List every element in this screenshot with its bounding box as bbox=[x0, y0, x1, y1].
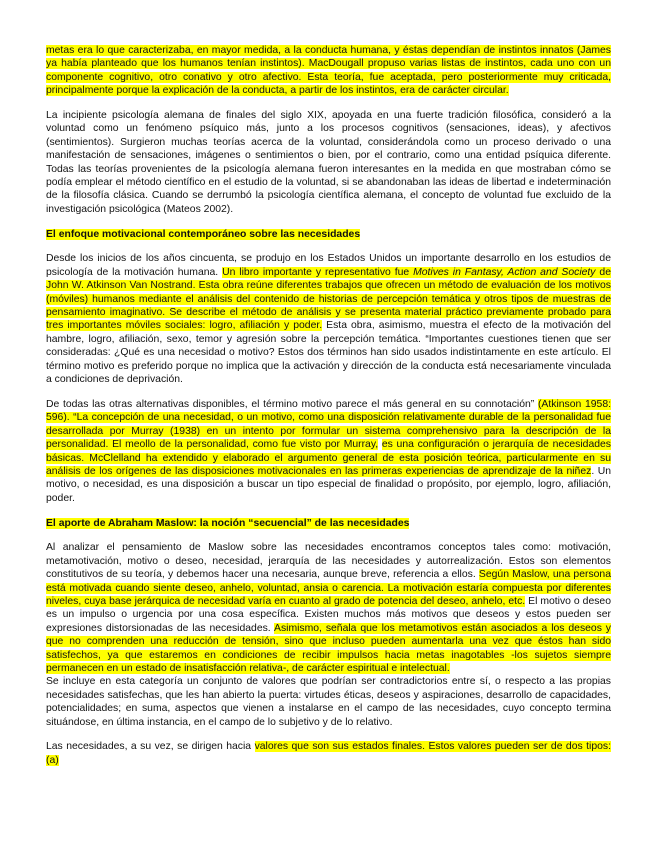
paragraph-instincts bbox=[46, 44, 611, 98]
paragraph-maslow: Al analizar el pensamiento de Maslow sobre las necesidades encontramos conceptos tales como: motivación, metamotivación, motivo o deseo, necesidad, jerarquía de las necesidades y autorrealización. Estos son elementos constitutivos de su teoría, y debemos hacer una necesaria, aunque breve, referencia a ellos. Según Maslow, una persona está motivada cuando siente deseo, anhelo, voluntad, ansia o carencia. La motivación estaría compuesta por diferentes niveles, cuya base jerárquica de necesidad varía en cuanto al grado de potencia del deseo, anhelo, etc. El motivo o deseo es un impulso o urgencia por una cosa específica. Existen muchos más motivos que deseos y estos pueden ser expresiones distorsionadas de las necesidades. Asimismo, señala que los metamotivos están asociados a los deseos y que no comprenden una reducción de tensión, sino que incluso pueden aumentarla una vez que éstos han sido satisfechos, ya que estaremos en condiciones de recibir impulsos hacia metas inagotables -los sujetos siempre permanecen en un estado de insatisfacción relativa-, de carácter espiritual e intelectual. bbox=[46, 542, 611, 674]
highlighted-text: Asimismo, señala que los metamotivos están asociados a los deseos y que no comprenden una reducción de tensión, sino que incluso pueden aumentarla una vez que éstos han sido satisfechos, ya que estaremos en condiciones de recibir impulsos hacia metas inagotables -los sujetos siempre permanecen en un estado de insatisfacción relativa-, de carácter espiritual e intelectual. bbox=[46, 622, 611, 674]
highlighted-text: (Atkinson 1958: 596). “La concepción de una necesidad, o un motivo, como una disposición relativamente durable de la personalidad fue desarrollada por Murray (1938) en un intento por formular un sistema comprehensivo para la descripción de la personalidad. El meollo de la personalidad, como fue visto por Murray, bbox=[46, 398, 611, 451]
section-heading-maslow bbox=[46, 517, 611, 530]
paragraph-murray: De todas las otras alternativas disponibles, el término motivo parece el más general en su connotación” (Atkinson 1958: 596). “La concepción de una necesidad, o un motivo, como una disposición relativamente durable de la personalidad fue desarrollada por Murray (1938) en un intento por formular un sistema comprehensivo para la descripción de la personalidad. El meollo de la personalidad, como fue visto por Murray, es una configuración o jerarquía de necesidades básicas. McClelland ha extendido y elaborado el argumento general de esta posición teórica, particularmente en su análisis de los orígenes de las disposiciones motivacionales en las primeras experiencias de aprendizaje de la niñez. Un motivo, o necesidad, es una disposición a buscar un tipo especial de finalidad o propósito, por ejemplo, logro, afiliación, poder. bbox=[46, 398, 611, 504]
heading-text: El enfoque motivacional contemporáneo sobre las necesidades bbox=[46, 228, 361, 240]
section-heading-contemporary bbox=[46, 228, 611, 241]
highlighted-text: metas era lo que caracterizaba, en mayor medida, a la conducta humana, y éstas dependían de instintos innatos (James ya había planteado que los humanos tenían instintos). MacDougall propuso varias listas de instintos, cada uno con un componente cognitivo, otro conativo y otro afectivo. Esta teoría, fue aceptada, pero posteriormente muy criticada, principalmente porque la explicación de la conducta, a partir de los instintos, era de carácter circular. bbox=[46, 45, 611, 97]
book-title: Motives in Fantasy, Action and Society bbox=[413, 266, 596, 278]
highlighted-text: Un libro importante y representativo fue Motives in Fantasy, Action and Society de John W. Atkinson Van Nostrand. Esta obra reúne diferentes trabajos que ofrecen un método de evaluación de los motivos (móviles) humanos mediante el análisis del contenido de historias de percepción temática y otros tipos de muestras de pensamiento imaginativo. Se describe el método de análisis y se presenta material práctico previamente probado para tres importantes móviles sociales: logro, afiliación y poder. bbox=[46, 266, 611, 332]
paragraph-german-psychology: La incipiente psicología alemana de finales del siglo XIX, apoyada en una fuerte tradición filosófica, consideró a la voluntad como un fenómeno psíquico más, junto a los procesos cognitivos (sensaciones, ideas), y afectivos (sentimientos). Surgieron muchas teorías acerca de la voluntad, considerándola como un proceso derivado o una manifestación de sensaciones, imágenes o sentimientos o bien, por el contrario, como una entidad psíquica diferente. Todas las teorías provenientes de la psicología alemana fueron interesantes en la medida en que mostraban cómo se podía emplear el método científico en el estudio de la voluntad, si se abandonaban las ideas de libertad e indeterminación de la filosofía clásica. Cuando se derrumbó la psicología científica alemana, el concepto de voluntad fue excluido de la investigación psicológica (Mateos 2002). bbox=[46, 110, 611, 215]
paragraph-final-states: Las necesidades, a su vez, se dirigen hacia valores que son sus estados finales. Estos valores pueden ser de dos tipos: (a) bbox=[46, 741, 611, 766]
highlighted-text: es una configuración o jerarquía de necesidades básicas. McClelland ha extendido y elaborado el argumento general de esta posición teórica, particularmente en su análisis de los orígenes de las disposiciones motivacionales en las primeras experiencias de aprendizaje de la niñez bbox=[46, 439, 611, 477]
paragraph-values: Se incluye en esta categoría un conjunto de valores que podrían ser contradictorios entre sí, o respecto a las propias necesidades satisfechas, que les han abierto la puerta: virtudes éticas, deseos y aspiraciones, desarrollo de capacidades, potencialidades; en suma, aspectos que vienen a instalarse en el campo de las necesidades, cuyo concepto termina situándose, en última instancia, en el campo de lo subjetivo y de lo relativo. bbox=[46, 676, 611, 728]
paragraph-atkinson: Desde los inicios de los años cincuenta, se produjo en los Estados Unidos un importante desarrollo en los estudios de psicología de la motivación humana. Un libro importante y representativo fue Motives in Fantasy, Action and Society de John W. Atkinson Van Nostrand. Esta obra reúne diferentes trabajos que ofrecen un método de evaluación de los motivos (móviles) humanos mediante el análisis del contenido de historias de percepción temática y otros tipos de muestras de pensamiento imaginativo. Se describe el método de análisis y se presenta material práctico previamente probado para tres importantes móviles sociales: logro, afiliación y poder. Esta obra, asimismo, muestra el efecto de la motivación del hambre, logro, afiliación, sexo, temor y agresión sobre la percepción temática. “Importantes cuestiones tienen que ser consideradas: ¿Qué es una necesidad o motivo? Estos dos términos han sido usados indistintamente en este artículo. El término motivo es preferido porque no implica que la activación y dirección de la conducta está necesariamente vinculada a condiciones de deprivación. bbox=[46, 253, 611, 386]
highlighted-text: valores que son sus estados finales. Estos valores pueden ser de dos tipos: (a) bbox=[46, 741, 611, 766]
highlighted-text: Según Maslow, una persona está motivada cuando siente deseo, anhelo, voluntad, ansia o carencia. La motivación estaría compuesta por diferentes niveles, cuya base jerárquica de necesidad varía en cuanto al grado de potencia del deseo, anhelo, etc. bbox=[46, 569, 611, 607]
heading-text: El aporte de Abraham Maslow: la noción “secuencial” de las necesidades bbox=[46, 517, 410, 529]
